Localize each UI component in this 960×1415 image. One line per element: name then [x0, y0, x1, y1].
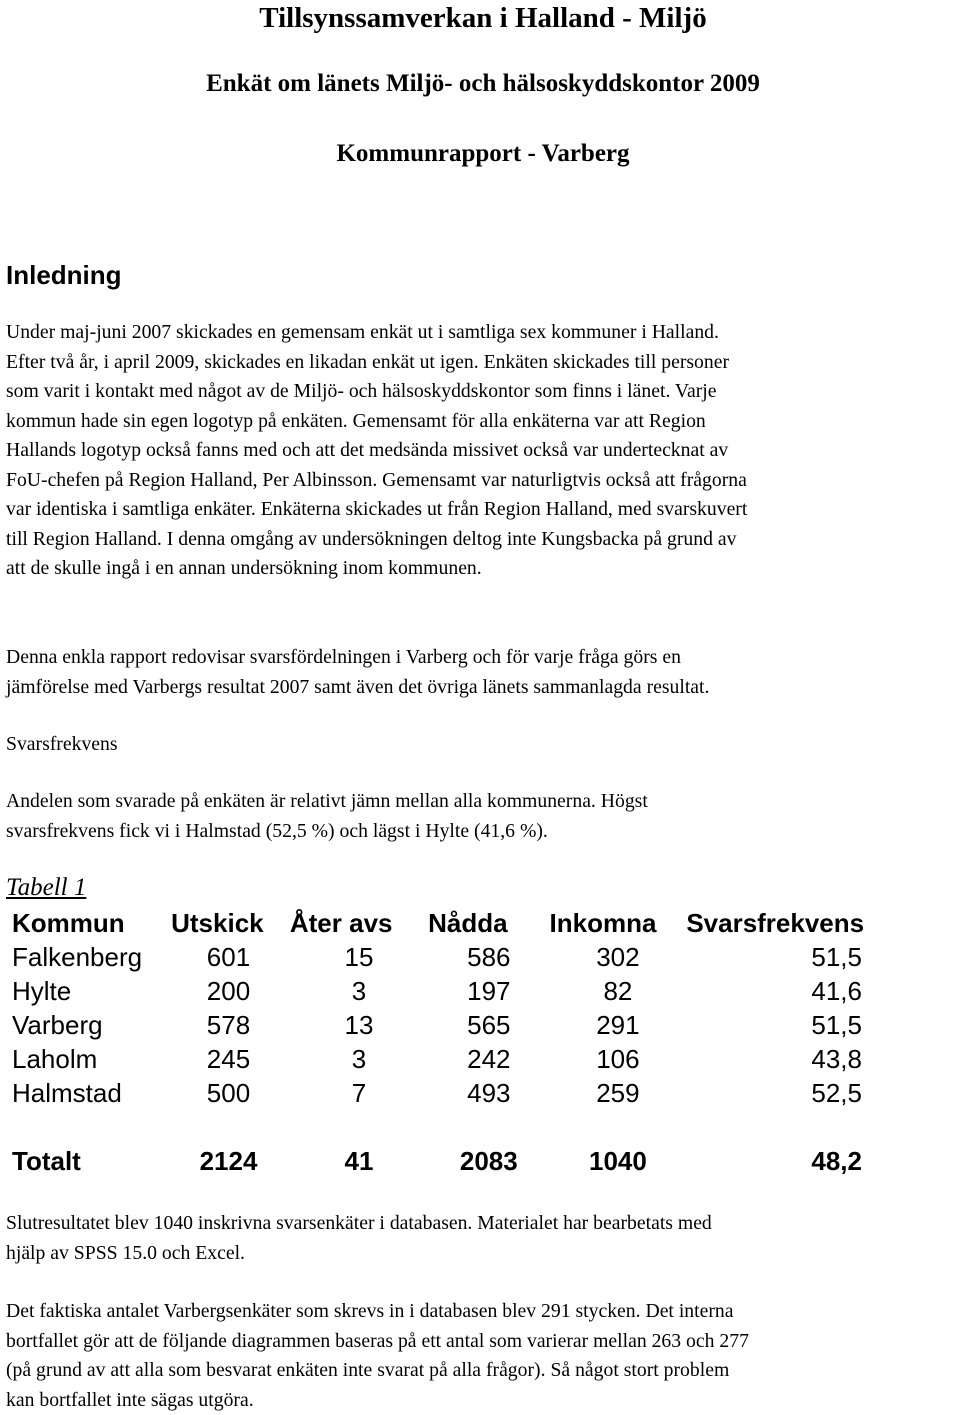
cell-ater-avs: 3	[290, 974, 428, 1008]
col-header-ater-avs: Åter avs	[290, 906, 428, 940]
cell-inkomna: 82	[550, 974, 687, 1008]
response-rate-paragraph	[6, 787, 956, 846]
table-header-row	[6, 906, 960, 940]
cell-svarsfrekvens: 52,5	[686, 1076, 960, 1110]
table-total-row	[6, 1144, 960, 1178]
response-table	[6, 906, 960, 1178]
cell-kommun: Hylte	[6, 974, 167, 1008]
total-nadda: 2083	[428, 1144, 549, 1178]
report-intro-line: Denna enkla rapport redovisar svarsfördelningen i Varberg och för varje fråga görs en	[6, 643, 956, 673]
report-intro-paragraph	[6, 643, 956, 702]
table-row	[6, 974, 960, 1008]
intro-line: Efter två år, i april 2009, skickades en likadan enkät ut igen. Enkäten skickades till personer	[6, 348, 956, 378]
table-row	[6, 940, 960, 974]
cell-nadda: 197	[428, 974, 549, 1008]
cell-svarsfrekvens: 51,5	[686, 1008, 960, 1042]
cell-utskick: 601	[167, 940, 290, 974]
intro-line: att de skulle ingå i en annan undersökning inom kommunen.	[6, 554, 956, 584]
result-paragraph	[6, 1209, 956, 1268]
report-title: Kommunrapport - Varberg	[0, 138, 960, 170]
intro-paragraph	[6, 318, 956, 584]
report-intro-line: jämförelse med Varbergs resultat 2007 samt även det övriga länets sammanlagda resultat.	[6, 673, 956, 703]
cell-inkomna: 302	[550, 940, 687, 974]
spacer-cell	[6, 1110, 960, 1144]
table-row	[6, 1076, 960, 1110]
intro-line: som varit i kontakt med något av de Miljö- och hälsoskyddskontor som finns i länet. Varje	[6, 377, 956, 407]
cell-utskick: 245	[167, 1042, 290, 1076]
cell-kommun: Halmstad	[6, 1076, 167, 1110]
intro-heading: Inledning	[6, 258, 122, 292]
cell-ater-avs: 13	[290, 1008, 428, 1042]
cell-svarsfrekvens: 51,5	[686, 940, 960, 974]
dropout-line: bortfallet gör att de följande diagrammen baseras på ett antal som varierar mellan 263 och 277	[6, 1327, 956, 1357]
cell-utskick: 500	[167, 1076, 290, 1110]
document-subtitle: Enkät om länets Miljö- och hälsoskyddskontor 2009	[0, 68, 960, 100]
cell-nadda: 493	[428, 1076, 549, 1110]
cell-inkomna: 106	[550, 1042, 687, 1076]
response-rate-line: Andelen som svarade på enkäten är relativt jämn mellan alla kommunerna. Högst	[6, 787, 956, 817]
table-spacer-row	[6, 1110, 960, 1144]
intro-line: Hallands logotyp också fanns med och att det medsända missivet också var undertecknat av	[6, 436, 956, 466]
table-row	[6, 1008, 960, 1042]
total-label: Totalt	[6, 1144, 167, 1178]
cell-inkomna: 291	[550, 1008, 687, 1042]
col-header-nadda: Nådda	[428, 906, 549, 940]
cell-nadda: 586	[428, 940, 549, 974]
document-title: Tillsynssamverkan i Halland - Miljö	[0, 0, 960, 36]
cell-utskick: 578	[167, 1008, 290, 1042]
result-line: hjälp av SPSS 15.0 och Excel.	[6, 1239, 956, 1269]
cell-kommun: Laholm	[6, 1042, 167, 1076]
total-svarsfrekvens: 48,2	[686, 1144, 960, 1178]
col-header-kommun: Kommun	[6, 906, 167, 940]
cell-nadda: 242	[428, 1042, 549, 1076]
cell-ater-avs: 15	[290, 940, 428, 974]
cell-svarsfrekvens: 43,8	[686, 1042, 960, 1076]
dropout-line: kan bortfallet inte sägas utgöra.	[6, 1386, 956, 1415]
intro-line: FoU-chefen på Region Halland, Per Albinsson. Gemensamt var naturligtvis också att frågorna	[6, 466, 956, 496]
cell-svarsfrekvens: 41,6	[686, 974, 960, 1008]
cell-ater-avs: 7	[290, 1076, 428, 1110]
intro-line: till Region Halland. I denna omgång av undersökningen deltog inte Kungsbacka på grund av	[6, 525, 956, 555]
intro-line: kommun hade sin egen logotyp på enkäten. Gemensamt för alla enkäterna var att Region	[6, 407, 956, 437]
intro-line: Under maj-juni 2007 skickades en gemensam enkät ut i samtliga sex kommuner i Halland.	[6, 318, 956, 348]
total-ater-avs: 41	[290, 1144, 428, 1178]
cell-kommun: Varberg	[6, 1008, 167, 1042]
col-header-utskick: Utskick	[167, 906, 290, 940]
dropout-paragraph	[6, 1297, 956, 1415]
col-header-inkomna: Inkomna	[550, 906, 687, 940]
intro-line: var identiska i samtliga enkäter. Enkäterna skickades ut från Region Halland, med svarskuvert	[6, 495, 956, 525]
dropout-line: (på grund av att alla som besvarat enkäten inte svarat på alla frågor). Så något stort problem	[6, 1356, 956, 1386]
cell-ater-avs: 3	[290, 1042, 428, 1076]
dropout-line: Det faktiska antalet Varbergsenkäter som skrevs in i databasen blev 291 stycken. Det interna	[6, 1297, 956, 1327]
table-row	[6, 1042, 960, 1076]
response-rate-heading: Svarsfrekvens	[6, 730, 956, 760]
total-utskick: 2124	[167, 1144, 290, 1178]
table-caption: Tabell 1	[6, 873, 956, 903]
cell-utskick: 200	[167, 974, 290, 1008]
cell-inkomna: 259	[550, 1076, 687, 1110]
cell-kommun: Falkenberg	[6, 940, 167, 974]
response-rate-line: svarsfrekvens fick vi i Halmstad (52,5 %) och lägst i Hylte (41,6 %).	[6, 817, 956, 847]
cell-nadda: 565	[428, 1008, 549, 1042]
total-inkomna: 1040	[550, 1144, 687, 1178]
col-header-svarsfrekvens: Svarsfrekvens	[686, 906, 960, 940]
result-line: Slutresultatet blev 1040 inskrivna svarsenkäter i databasen. Materialet har bearbetats med	[6, 1209, 956, 1239]
